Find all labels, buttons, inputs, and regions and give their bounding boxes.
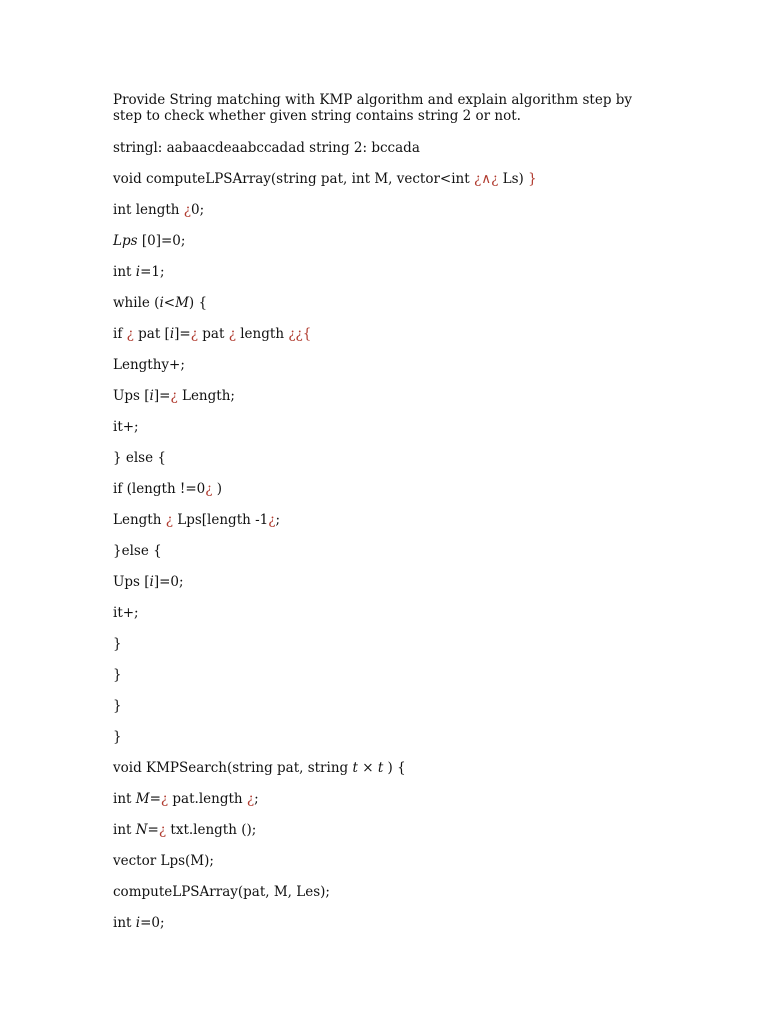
code-segment: ¿ xyxy=(126,326,134,342)
question-text: Provide String matching with KMP algorithm and explain algorithm step by step to check whether given string contains string 2 or not. xyxy=(113,92,633,124)
code-line xyxy=(113,791,653,822)
code-segment: t xyxy=(352,760,358,776)
code-line xyxy=(113,915,653,946)
code-segment: ¿∧¿ xyxy=(473,171,499,187)
code-segment: computeLPSArray(pat, M, Les); xyxy=(113,884,330,900)
code-line xyxy=(113,574,653,605)
code-segment: Lps xyxy=(113,233,138,249)
code-segment: ]= xyxy=(174,326,191,342)
code-segment: txt.length (); xyxy=(166,822,257,838)
code-segment: ¿ xyxy=(158,822,167,838)
code-segment: } xyxy=(113,698,122,714)
code-segment: i xyxy=(169,326,175,342)
code-segment: int length xyxy=(113,202,184,218)
code-segment: ; xyxy=(275,512,281,528)
code-segment: int xyxy=(113,915,136,931)
code-segment: } xyxy=(528,171,537,187)
code-segment: Lengthy+; xyxy=(113,357,185,373)
code-segment: Lps[length -1 xyxy=(172,512,269,528)
code-line xyxy=(113,636,653,667)
code-line xyxy=(113,202,653,233)
code-segment: }else { xyxy=(113,543,162,559)
code-segment: M xyxy=(135,791,150,807)
code-segment: =0; xyxy=(140,915,165,931)
code-segment: pat [ xyxy=(133,326,170,342)
code-line xyxy=(113,233,653,264)
code-segment: int xyxy=(113,822,136,838)
code-segment: int xyxy=(113,264,136,280)
code-segment: 0; xyxy=(191,202,205,218)
code-segment: ; xyxy=(254,791,259,807)
code-segment: if xyxy=(113,326,127,342)
code-line xyxy=(113,264,653,295)
code-segment: ¿ xyxy=(246,791,255,807)
code-segment: int xyxy=(113,791,136,807)
code-segment: M xyxy=(175,295,189,311)
code-segment: i xyxy=(149,388,154,404)
code-segment: =1; xyxy=(140,264,165,280)
code-line xyxy=(113,388,653,419)
document-body xyxy=(113,92,653,946)
code-segment: pat xyxy=(198,326,229,342)
code-segment: void KMPSearch(string pat, string xyxy=(113,760,353,776)
code-segment: i xyxy=(149,574,154,590)
code-line xyxy=(113,419,653,450)
code-segment: while ( xyxy=(113,295,160,311)
code-segment: ¿ xyxy=(268,512,276,528)
code-line xyxy=(113,512,653,543)
code-line xyxy=(113,884,653,915)
code-line xyxy=(113,295,653,326)
code-segment: [0]=0; xyxy=(137,233,186,249)
code-segment: vector Lps(M); xyxy=(113,853,214,869)
code-segment: if (length !=0 xyxy=(113,481,206,497)
code-segment: } xyxy=(113,667,122,683)
code-segment: Ups [ xyxy=(113,388,150,404)
code-segment: t xyxy=(377,760,384,776)
code-segment: Length; xyxy=(177,388,235,404)
code-segment: × xyxy=(357,760,378,776)
code-segment: ]=0; xyxy=(153,574,184,590)
input-strings-line: stringl: aabaacdeaabccadad string 2: bccada xyxy=(113,140,420,156)
code-segment: } else { xyxy=(113,450,166,466)
code-line xyxy=(113,326,653,357)
code-segment: ¿ xyxy=(190,326,198,342)
code-segment: Length xyxy=(113,512,166,528)
code-line xyxy=(113,822,653,853)
code-segment: ¿ xyxy=(205,481,213,497)
code-segment: length xyxy=(235,326,289,342)
code-segment: } xyxy=(113,636,122,652)
code-segment: ]= xyxy=(153,388,171,404)
code-line xyxy=(113,667,653,698)
code-listing xyxy=(113,171,653,946)
code-segment: = xyxy=(149,791,161,807)
code-segment: ¿ xyxy=(160,791,169,807)
code-segment: i xyxy=(135,915,141,931)
code-segment: i xyxy=(135,264,141,280)
code-line xyxy=(113,853,653,884)
code-segment: ) xyxy=(212,481,223,497)
code-segment: ) { xyxy=(383,760,406,776)
code-segment: } xyxy=(113,729,122,745)
code-segment: ¿ xyxy=(170,388,178,404)
code-line xyxy=(113,481,653,512)
code-segment: Ups [ xyxy=(113,574,150,590)
code-segment: = xyxy=(147,822,159,838)
code-segment: ¿ xyxy=(228,326,236,342)
code-segment: void computeLPSArray(string pat, int M, vector<int xyxy=(113,171,474,187)
code-line xyxy=(113,450,653,481)
code-segment: it+; xyxy=(113,419,139,435)
code-segment: ) { xyxy=(188,295,208,311)
code-line xyxy=(113,605,653,636)
code-segment: pat.length xyxy=(168,791,247,807)
code-segment: ¿ xyxy=(165,512,173,528)
code-line xyxy=(113,698,653,729)
code-line xyxy=(113,543,653,574)
code-line xyxy=(113,357,653,388)
code-line xyxy=(113,760,653,791)
code-line xyxy=(113,729,653,760)
code-line xyxy=(113,171,653,202)
code-segment: ¿ xyxy=(183,202,192,218)
code-segment: ¿¿{ xyxy=(288,326,312,342)
code-segment: Ls) xyxy=(498,171,529,187)
code-segment: i xyxy=(159,295,164,311)
code-segment: < xyxy=(163,295,176,311)
code-segment: it+; xyxy=(113,605,139,621)
code-segment: N xyxy=(135,822,148,838)
